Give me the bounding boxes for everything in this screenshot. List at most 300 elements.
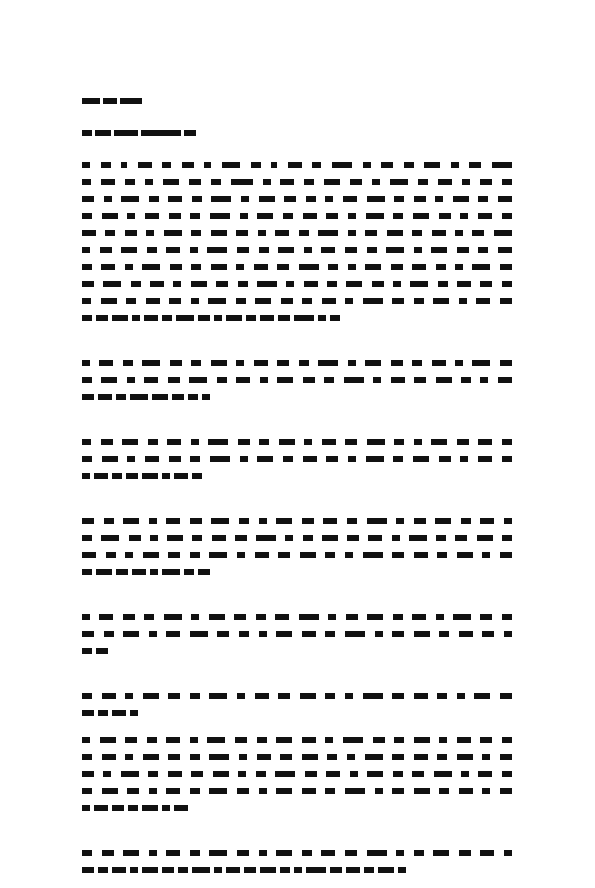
word-block <box>413 456 429 462</box>
word-block <box>260 315 274 321</box>
word-block <box>437 552 447 558</box>
word-block <box>123 360 133 366</box>
word-block <box>190 737 198 743</box>
word-block <box>235 737 247 743</box>
word-block <box>100 247 112 253</box>
word-block <box>191 298 199 304</box>
text-line <box>82 450 512 467</box>
word-block <box>82 377 92 383</box>
word-block <box>138 162 152 168</box>
word-block <box>123 631 139 637</box>
word-block <box>348 456 356 462</box>
word-block <box>367 614 383 620</box>
line-word-blocks <box>82 264 512 270</box>
word-block <box>257 737 267 743</box>
word-block <box>410 281 428 287</box>
word-block <box>300 693 316 699</box>
word-block <box>216 281 228 287</box>
word-block <box>101 162 111 168</box>
text-line <box>82 546 512 563</box>
word-block <box>457 737 471 743</box>
word-block <box>367 771 383 777</box>
word-block <box>478 247 488 253</box>
word-block <box>330 867 342 873</box>
word-block <box>492 162 512 168</box>
word-block <box>392 788 404 794</box>
word-block <box>461 771 469 777</box>
word-block <box>396 518 404 524</box>
word-block <box>363 298 383 304</box>
word-block <box>259 631 267 637</box>
line-word-blocks <box>82 473 202 479</box>
word-block <box>209 552 227 558</box>
word-block <box>82 394 94 400</box>
word-block <box>211 360 227 366</box>
word-block <box>469 162 481 168</box>
word-block <box>131 281 141 287</box>
word-block <box>244 867 256 873</box>
word-block <box>392 693 404 699</box>
word-block <box>191 360 201 366</box>
word-block <box>99 614 113 620</box>
word-block <box>477 535 493 541</box>
word-block <box>502 281 512 287</box>
word-block <box>387 230 403 236</box>
word-block <box>502 737 512 743</box>
word-block <box>299 230 309 236</box>
word-block <box>438 281 448 287</box>
word-block <box>226 867 240 873</box>
word-block <box>365 754 383 760</box>
word-block <box>325 788 335 794</box>
word-block <box>393 771 403 777</box>
word-block <box>453 614 471 620</box>
word-block <box>414 377 426 383</box>
word-block <box>96 315 108 321</box>
word-block <box>94 805 108 811</box>
word-block <box>104 631 114 637</box>
word-block <box>392 631 404 637</box>
word-block <box>414 631 430 637</box>
word-block <box>145 213 159 219</box>
word-block <box>498 247 512 253</box>
word-block <box>82 298 91 304</box>
word-block <box>149 518 157 524</box>
word-block <box>121 162 127 168</box>
word-block <box>189 377 207 383</box>
word-block <box>461 377 471 383</box>
word-block <box>121 247 137 253</box>
word-block <box>198 315 210 321</box>
word-block <box>101 439 113 445</box>
word-block <box>437 693 447 699</box>
word-block <box>472 360 490 366</box>
word-block <box>372 281 384 287</box>
word-block <box>172 394 184 400</box>
text-line <box>82 844 512 861</box>
word-block <box>502 213 512 219</box>
word-block <box>480 518 494 524</box>
word-block <box>127 213 135 219</box>
paragraph <box>82 608 512 659</box>
word-block <box>500 264 512 270</box>
text-line <box>82 207 512 224</box>
word-block <box>238 439 250 445</box>
text-line <box>82 292 512 309</box>
paragraph <box>82 844 512 878</box>
meta-word-block <box>141 130 181 136</box>
word-block <box>217 377 227 383</box>
word-block <box>433 298 449 304</box>
word-block <box>277 377 293 383</box>
text-line <box>82 529 512 546</box>
word-block <box>82 737 90 743</box>
word-block <box>396 850 404 856</box>
word-block <box>240 213 248 219</box>
word-block <box>322 535 338 541</box>
word-block <box>82 867 94 873</box>
word-block <box>82 552 96 558</box>
word-block <box>414 518 426 524</box>
word-block <box>439 788 449 794</box>
word-block <box>302 850 312 856</box>
document-meta-line <box>82 122 512 144</box>
word-block <box>112 867 126 873</box>
word-block <box>393 614 403 620</box>
word-block <box>350 771 358 777</box>
word-block <box>345 850 357 856</box>
word-block <box>125 737 137 743</box>
word-block <box>280 867 290 873</box>
word-block <box>260 377 268 383</box>
word-block <box>459 850 471 856</box>
word-block <box>236 264 244 270</box>
text-line <box>82 704 512 721</box>
line-word-blocks <box>82 867 406 873</box>
word-block <box>367 850 387 856</box>
word-block <box>302 518 314 524</box>
word-block <box>457 754 473 760</box>
word-block <box>130 394 148 400</box>
word-block <box>386 247 404 253</box>
word-block <box>436 377 452 383</box>
word-block <box>312 162 321 168</box>
word-block <box>344 377 364 383</box>
word-block <box>128 805 138 811</box>
word-block <box>162 473 170 479</box>
word-block <box>436 264 446 270</box>
text-line <box>82 512 512 529</box>
word-block <box>278 552 290 558</box>
word-block <box>163 179 179 185</box>
word-block <box>363 693 383 699</box>
word-block <box>209 788 227 794</box>
word-block <box>375 631 383 637</box>
word-block <box>323 518 337 524</box>
word-block <box>326 213 338 219</box>
word-block <box>455 264 463 270</box>
word-block <box>190 631 208 637</box>
word-block <box>192 867 210 873</box>
line-word-blocks <box>82 614 512 620</box>
word-block <box>414 737 430 743</box>
word-block <box>345 693 353 699</box>
word-block <box>348 230 356 236</box>
word-block <box>500 693 512 699</box>
word-block <box>256 614 266 620</box>
word-block <box>368 535 382 541</box>
word-block <box>231 179 253 185</box>
word-block <box>169 213 181 219</box>
word-block <box>211 264 227 270</box>
word-block <box>393 456 403 462</box>
word-block <box>412 230 422 236</box>
word-block <box>348 213 356 219</box>
word-block <box>191 771 203 777</box>
word-block <box>190 754 200 760</box>
word-block <box>102 693 116 699</box>
word-block <box>208 298 226 304</box>
document-body <box>82 90 512 888</box>
word-block <box>303 213 317 219</box>
word-block <box>102 754 116 760</box>
meta-text-blocks <box>82 130 196 136</box>
text-line <box>82 433 512 450</box>
word-block <box>437 754 447 760</box>
word-block <box>472 264 490 270</box>
word-block <box>304 247 312 253</box>
word-block <box>502 614 512 620</box>
word-block <box>255 298 271 304</box>
line-word-blocks <box>82 281 512 287</box>
word-block <box>148 771 158 777</box>
word-block <box>302 754 318 760</box>
word-block <box>127 456 135 462</box>
word-block <box>279 439 295 445</box>
heading-word-block <box>103 98 117 104</box>
line-word-blocks <box>82 631 512 637</box>
word-block <box>236 360 244 366</box>
word-block <box>209 850 227 856</box>
word-block <box>478 771 492 777</box>
word-block <box>104 518 114 524</box>
line-word-blocks <box>82 805 188 811</box>
line-word-blocks <box>82 377 512 383</box>
word-block <box>327 281 337 287</box>
word-block <box>150 281 164 287</box>
text-line <box>82 275 512 292</box>
heading-word-block <box>82 98 100 104</box>
word-block <box>393 281 401 287</box>
word-block <box>82 805 90 811</box>
word-block <box>299 360 309 366</box>
text-line <box>82 861 512 878</box>
text-line <box>82 799 512 816</box>
word-block <box>102 850 114 856</box>
word-block <box>504 850 512 856</box>
word-block <box>190 850 200 856</box>
word-block <box>322 298 336 304</box>
word-block <box>480 377 488 383</box>
word-block <box>162 315 172 321</box>
word-block <box>130 710 138 716</box>
line-word-blocks <box>82 456 512 462</box>
word-block <box>303 456 317 462</box>
word-block <box>462 179 470 185</box>
word-block <box>391 264 403 270</box>
word-block <box>143 754 159 760</box>
word-block <box>364 867 374 873</box>
text-line <box>82 467 512 484</box>
word-block <box>148 439 158 445</box>
word-block <box>174 473 188 479</box>
word-block <box>306 196 316 202</box>
word-block <box>278 247 294 253</box>
text-line <box>82 642 512 659</box>
word-block <box>257 456 273 462</box>
word-block <box>302 631 316 637</box>
paragraph <box>82 731 512 816</box>
word-block <box>345 247 357 253</box>
word-block <box>116 394 126 400</box>
word-block <box>82 179 91 185</box>
word-block <box>182 162 194 168</box>
word-block <box>346 281 362 287</box>
word-block <box>414 298 424 304</box>
word-block <box>190 213 200 219</box>
word-block <box>325 631 335 637</box>
word-block <box>82 196 94 202</box>
word-block <box>82 473 90 479</box>
word-block <box>209 614 225 620</box>
meta-word-block <box>95 130 111 136</box>
word-block <box>345 298 353 304</box>
word-block <box>414 552 428 558</box>
word-block <box>82 850 92 856</box>
word-block <box>82 569 92 575</box>
word-block <box>434 771 452 777</box>
word-block <box>82 648 92 654</box>
word-block <box>367 439 385 445</box>
word-block <box>414 850 424 856</box>
line-word-blocks <box>82 298 512 304</box>
word-block <box>82 247 90 253</box>
word-block <box>343 196 357 202</box>
word-block <box>207 247 227 253</box>
line-word-blocks <box>82 213 512 219</box>
word-block <box>106 552 116 558</box>
word-block <box>82 771 94 777</box>
word-block <box>373 377 381 383</box>
line-word-blocks <box>82 162 512 168</box>
word-block <box>328 614 336 620</box>
word-block <box>82 535 92 541</box>
word-block <box>373 737 385 743</box>
word-block <box>318 230 338 236</box>
word-block <box>345 631 365 637</box>
word-block <box>381 162 393 168</box>
word-block <box>326 456 338 462</box>
text-line <box>82 173 512 190</box>
word-block <box>332 162 352 168</box>
word-block <box>123 614 135 620</box>
word-block <box>98 867 108 873</box>
word-block <box>198 569 210 575</box>
paragraph-list <box>82 156 512 878</box>
text-line <box>82 258 512 275</box>
word-block <box>254 360 268 366</box>
word-block <box>326 771 340 777</box>
word-block <box>82 631 94 637</box>
word-block <box>126 473 138 479</box>
word-block <box>237 788 249 794</box>
word-block <box>278 693 290 699</box>
word-block <box>325 196 333 202</box>
word-block <box>102 788 118 794</box>
word-block <box>476 298 490 304</box>
word-block <box>414 439 422 445</box>
word-block <box>192 196 202 202</box>
word-block <box>116 569 128 575</box>
word-block <box>239 518 249 524</box>
word-block <box>142 867 158 873</box>
word-block <box>365 360 381 366</box>
word-block <box>502 179 512 185</box>
word-block <box>480 614 492 620</box>
word-block <box>433 850 449 856</box>
word-block <box>439 631 449 637</box>
word-block <box>121 771 139 777</box>
word-block <box>167 535 183 541</box>
word-block <box>500 298 512 304</box>
word-block <box>234 614 246 620</box>
word-block <box>211 179 221 185</box>
word-block <box>435 518 451 524</box>
word-block <box>409 535 427 541</box>
word-block <box>299 264 319 270</box>
word-block <box>318 360 338 366</box>
line-word-blocks <box>82 771 512 777</box>
word-block <box>207 737 225 743</box>
word-block <box>123 518 139 524</box>
word-block <box>127 377 135 383</box>
word-block <box>304 179 314 185</box>
word-block <box>256 771 266 777</box>
word-block <box>202 394 210 400</box>
word-block <box>210 456 230 462</box>
word-block <box>142 264 160 270</box>
word-block <box>459 631 473 637</box>
word-block <box>82 439 91 445</box>
word-block <box>125 179 135 185</box>
word-block <box>191 264 201 270</box>
word-block <box>327 754 337 760</box>
word-block <box>325 693 335 699</box>
word-block <box>455 230 463 236</box>
word-block <box>345 439 357 445</box>
word-block <box>213 771 229 777</box>
word-block <box>238 771 246 777</box>
word-block <box>189 179 201 185</box>
text-line <box>82 765 512 782</box>
word-block <box>102 456 118 462</box>
paragraph <box>82 156 512 326</box>
word-block <box>82 710 94 716</box>
word-block <box>98 710 108 716</box>
word-block <box>324 179 340 185</box>
text-line <box>82 687 512 704</box>
word-block <box>145 456 159 462</box>
